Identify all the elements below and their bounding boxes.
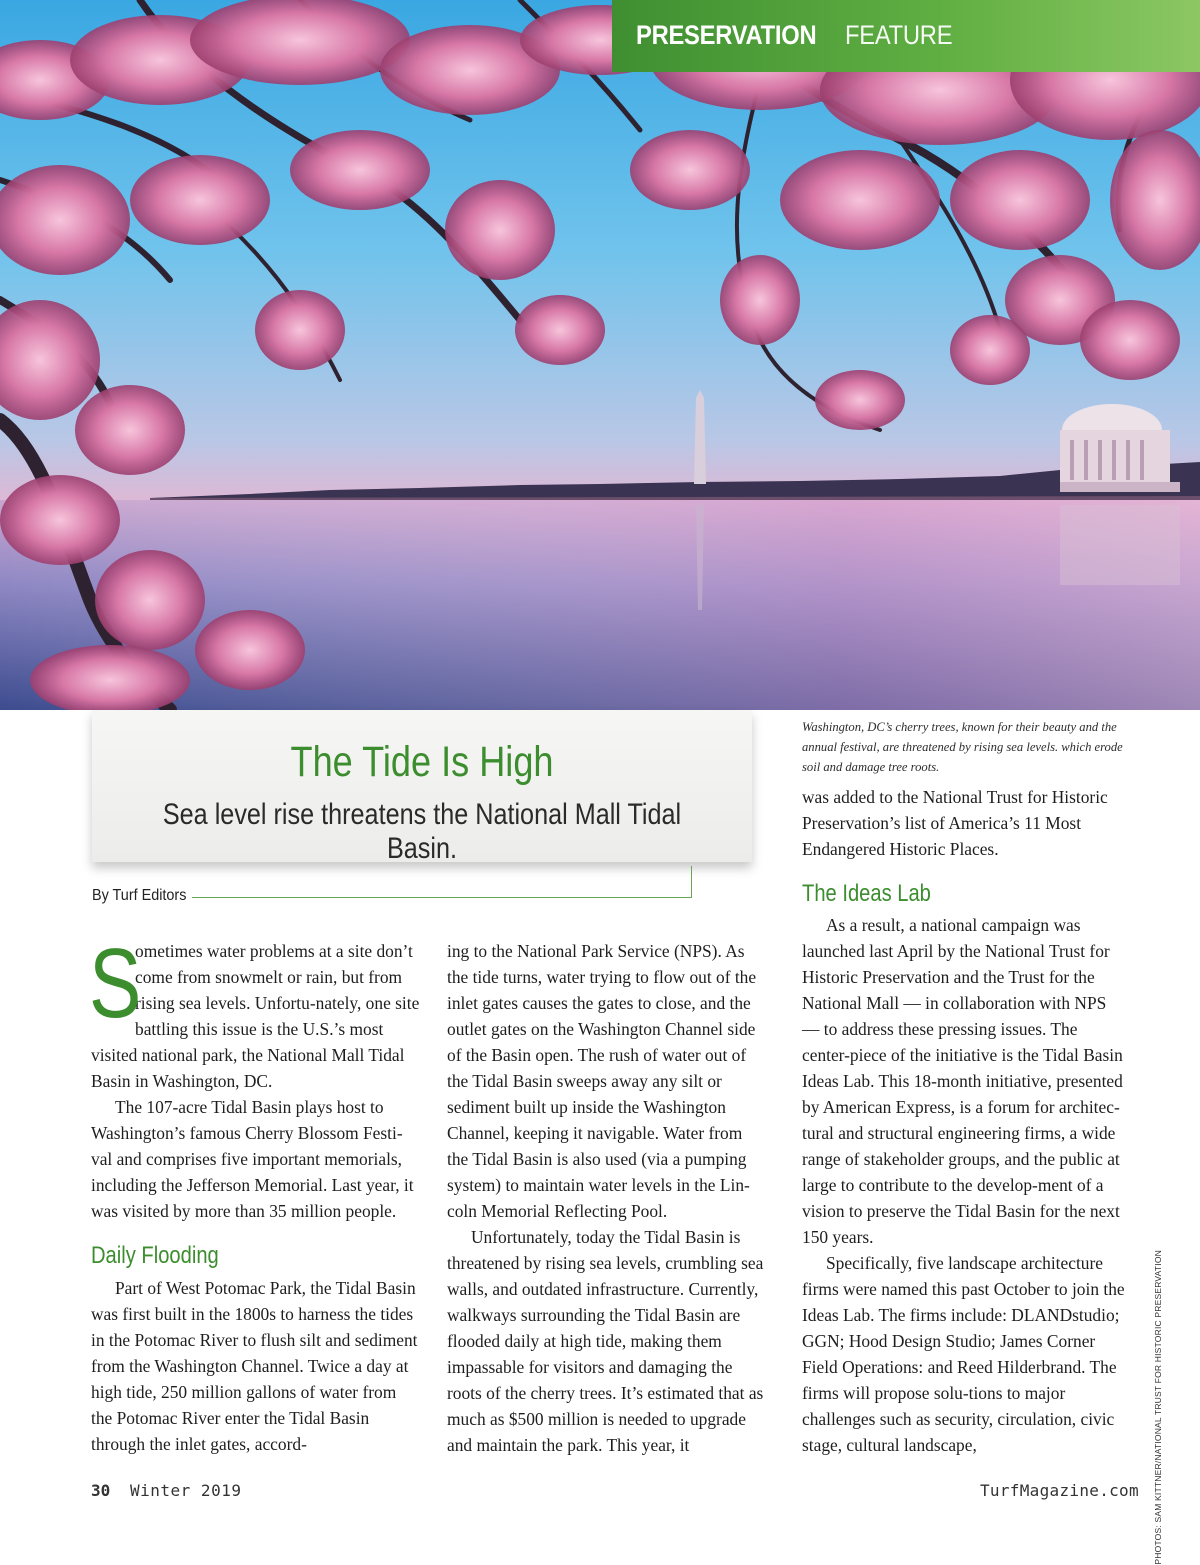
paragraph: Part of West Potomac Park, the Tidal Basin was first built in the 1800s to harness the tides in the Potomac River to flush silt and sediment from the Washington Channel. Twice a day at high tide, 250 million gallons of water from the Potomac River enter the Tidal Basin through the inlet gates, accord- <box>91 1278 418 1454</box>
article-subtitle: Sea level rise threatens the National Mall Tidal Basin. <box>162 798 682 865</box>
column-3 <box>802 912 1127 1458</box>
subhead-ideas-lab: The Ideas Lab <box>802 880 931 907</box>
hero-photo <box>0 0 1200 710</box>
paragraph: The 107-acre Tidal Basin plays host to Washington’s famous Cherry Blossom Festi-val and comprises five important memorials, including the Jefferson Memorial. Last year, it was visited by more than 35 million people. <box>91 1097 414 1221</box>
drop-cap: S <box>89 928 142 1038</box>
lead-paragraph <box>89 928 421 1094</box>
paragraph: As a result, a national campaign was launched last April by the National Trust for Historic Preservation and the Trust for the National Mall — in collaboration with NPS — to address these pressing issues. The center-piece of the initiative is the Tidal Basin Ideas Lab. This 18-month initiative, presented by American Express, is a forum for architec-tural and structural engineering firms, a wide range of stakeholder groups, and the public at large to contribute to the develop-ment of a vision to preserve the Tidal Basin for the next 150 years. <box>802 915 1123 1247</box>
paragraph: Specifically, five landscape architecture firms were named this past October to join the Ideas Lab. The firms include: DLANDstudio; GGN; Hood Design Studio; James Corner Field Operations: and Reed Hilderbrand. The firms will propose solu-tions to major challenges such as security, circulation, civic stage, cultural landscape, <box>802 1253 1125 1455</box>
column-1 <box>89 928 421 1224</box>
column-3-top <box>802 784 1127 862</box>
lead-paragraph-text: ometimes water problems at a site don’t come from snowmelt or rain, but from rising sea levels. Unfortu-nately, one site battling this issue is the U.S.’s most visited national park, the National Mall Tidal Basin in Washington, DC. <box>91 941 420 1091</box>
site-url: TurfMagazine.com <box>980 1481 1139 1500</box>
section-tag <box>612 0 1200 72</box>
paragraph: ing to the National Park Service (NPS). As the tide turns, water trying to flow out of the inlet gates causes the gates to close, and the outlet gates on the Washington Channel side of the Basin open. The rush of water out of the Tidal Basin sweeps away any silt or sediment built up inside the Washington Channel, keeping it navigable. Water from the Tidal Basin is also used (via a pumping system) to maintain water levels in the Lin-coln Memorial Reflecting Pool. <box>447 941 757 1221</box>
column-2 <box>447 938 767 1458</box>
paragraph: was added to the National Trust for Historic Preservation’s list of America’s 11 Most Endangered Historic Places. <box>802 787 1108 859</box>
cherry-blossom-photo-icon <box>0 0 1200 710</box>
photo-caption: Washington, DC’s cherry trees, known for their beauty and the annual festival, are threatened by rising sea levels. which erode soil and damage tree roots. <box>802 720 1123 774</box>
subhead-daily-flooding: Daily Flooding <box>91 1242 219 1269</box>
column-1-continued <box>91 1275 421 1457</box>
issue-date: Winter 2019 <box>130 1481 242 1500</box>
byline-wrap <box>92 887 696 907</box>
title-box <box>92 710 752 865</box>
page-number: 30 <box>91 1481 111 1500</box>
article-title: The Tide Is High <box>290 738 554 786</box>
byline: By Turf Editors <box>92 887 192 905</box>
section-tag-light: FEATURE <box>844 20 953 50</box>
section-tag-bold: PRESERVATION <box>636 20 817 50</box>
paragraph: Unfortunately, today the Tidal Basin is threatened by rising sea levels, crumbling sea walls, and outdated infrastructure. Currently, walkways surrounding the Tidal Basin are flooded daily at high tide, making them impassable for visitors and damaging the roots of the cherry trees. It’s estimated that as much as $500 million is needed to upgrade and maintain the park. This year, it <box>447 1227 764 1455</box>
photo-credit-text: PHOTOS: SAM KITTNER/NATIONAL TRUST FOR HISTORIC PRESERVATION <box>1153 1250 1163 1565</box>
